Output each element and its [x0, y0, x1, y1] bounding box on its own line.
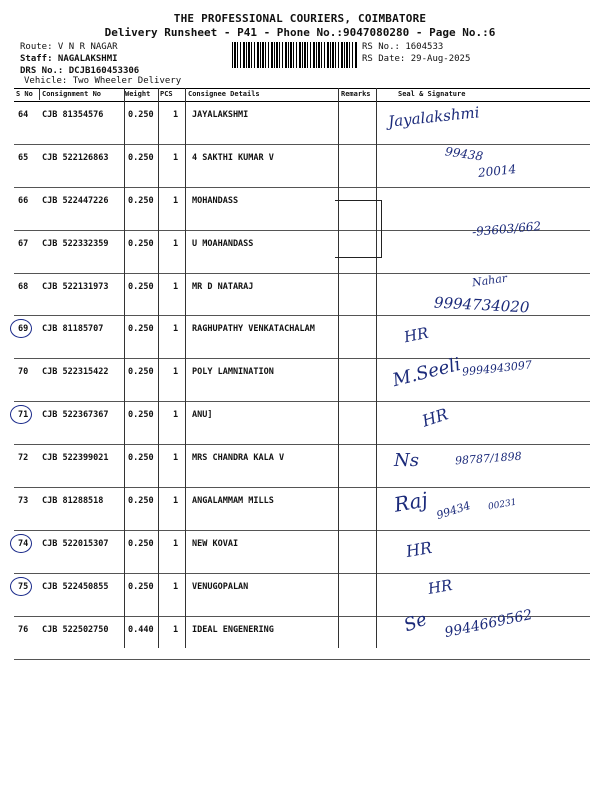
pen-circle-mark: [10, 534, 32, 553]
row-sno: 74: [18, 538, 29, 549]
signature-70-b: 9994943097: [461, 358, 533, 379]
staff-label: Staff: NAGALAKSHMI: [20, 54, 118, 64]
runsheet-subtitle: Delivery Runsheet - P41 - Phone No.:9047080280 - Page No.:6: [104, 26, 496, 39]
pen-circle-mark: [10, 577, 32, 596]
row-consignee: JAYALAKSHMI: [192, 110, 249, 120]
signature-73-a: Raj: [392, 487, 430, 517]
row-consignee: IDEAL ENGENERING: [192, 624, 274, 635]
row-pcs: 1: [173, 324, 179, 335]
row-weight: 0.250: [128, 281, 154, 292]
row-consignment: CJB 522502750: [42, 624, 109, 635]
row-consignment: CJB 522332359: [42, 238, 109, 249]
table-row: [14, 402, 590, 445]
table-row: [14, 102, 590, 145]
row-pcs: 1: [173, 453, 179, 464]
row-consignment: CJB 522131973: [42, 281, 109, 292]
table-row: [14, 231, 590, 274]
signature-68-a: Nahar: [471, 271, 508, 290]
row-sno: 67: [18, 238, 29, 249]
row-consignee: ANU]: [192, 410, 213, 421]
row-weight: 0.250: [128, 410, 154, 421]
divider-4: [185, 88, 186, 648]
row-weight: 0.250: [128, 238, 154, 249]
row-pcs: 1: [173, 496, 179, 507]
row-weight: 0.250: [128, 581, 154, 592]
signature-67: -93603/662: [471, 219, 542, 239]
divider-1: [39, 88, 40, 100]
row-sno: 68: [18, 281, 29, 292]
row-weight: 0.440: [128, 624, 154, 635]
row-pcs: 1: [173, 410, 179, 421]
row-consignee: MR D NATARAJ: [192, 281, 254, 292]
divider-5: [338, 88, 339, 648]
row-sno: 66: [18, 195, 29, 206]
signature-76-b: 9944669562: [443, 606, 534, 642]
row-consignment: CJB 522447226: [42, 195, 109, 206]
company-title: THE PROFESSIONAL COURIERS, COIMBATORE: [173, 12, 427, 25]
signature-74: HR: [404, 537, 434, 562]
table-header: [14, 88, 590, 102]
row-sno: 69: [18, 324, 29, 335]
row-weight: 0.250: [128, 538, 154, 549]
row-sno: 72: [18, 453, 29, 464]
row-consignee: VENUGOPALAN: [192, 581, 249, 592]
pen-circle-mark: [10, 319, 32, 338]
row-weight: 0.250: [128, 195, 154, 206]
row-pcs: 1: [173, 238, 179, 249]
col-weight: Weight: [125, 90, 151, 98]
row-pcs: 1: [173, 195, 179, 206]
row-consignee: POLY LAMNINATION: [192, 367, 274, 378]
signature-66-box: [335, 200, 382, 258]
pen-circle-mark: [10, 405, 32, 424]
signature-65-b: 20014: [477, 162, 517, 180]
col-pcs: PCS: [160, 90, 173, 98]
signature-76-a: HR: [426, 576, 454, 598]
signature-76-mark: Se: [401, 608, 430, 637]
row-weight: 0.250: [128, 152, 154, 163]
drs-label: DRS No.: DCJB160453306: [20, 66, 140, 76]
row-weight: 0.250: [128, 453, 154, 464]
table-body: [14, 102, 590, 660]
row-consignee: MRS CHANDRA KALA V: [192, 453, 285, 464]
col-consignment: Consignment No: [42, 90, 102, 98]
row-weight: 0.250: [128, 367, 154, 378]
row-consignee: ANGALAMMAM MILLS: [192, 496, 274, 507]
row-weight: 0.250: [128, 110, 154, 120]
row-consignment: CJB 522399021: [42, 453, 109, 464]
table-row: [14, 574, 590, 617]
row-consignment: CJB 522126863: [42, 152, 109, 163]
row-consignment: CJB 81288518: [42, 496, 104, 507]
signature-73-b: 99434: [434, 498, 473, 523]
rs-date-label: RS Date: 29-Aug-2025: [362, 54, 471, 64]
signature-71: HR: [419, 404, 451, 431]
row-pcs: 1: [173, 110, 179, 120]
row-pcs: 1: [173, 581, 179, 592]
row-pcs: 1: [173, 281, 179, 292]
row-pcs: 1: [173, 152, 179, 163]
row-consignment: CJB 522015307: [42, 538, 109, 549]
barcode: [232, 42, 357, 68]
col-consignee: Consignee Details: [188, 90, 260, 98]
signature-73-c: 00231: [487, 497, 518, 513]
row-consignee: U MOAHANDASS: [192, 238, 254, 249]
signature-64: Jayalakshmi: [387, 103, 481, 131]
divider-6: [376, 88, 377, 648]
col-seal: Seal & Signature: [398, 90, 466, 98]
row-consignee: NEW KOVAI: [192, 538, 239, 549]
signature-69: HR: [402, 323, 430, 347]
row-pcs: 1: [173, 367, 179, 378]
row-consignment: CJB 522367367: [42, 410, 109, 421]
row-pcs: 1: [173, 538, 179, 549]
route-label: Route: V N R NAGAR: [20, 42, 118, 52]
row-consignment: CJB 522450855: [42, 581, 109, 592]
col-sno: S No: [16, 90, 33, 98]
signature-68-b: 9994734020: [433, 293, 530, 317]
divider-3: [158, 88, 159, 648]
row-consignment: CJB 522315422: [42, 367, 109, 378]
row-sno: 64: [18, 110, 29, 120]
row-consignee: 4 SAKTHI KUMAR V: [192, 152, 274, 163]
row-consignee: MOHANDASS: [192, 195, 239, 206]
row-consignment: CJB 81185707: [42, 324, 104, 335]
col-remarks: Remarks: [341, 90, 371, 98]
signature-65-a: 99438: [444, 144, 484, 164]
row-sno: 65: [18, 152, 29, 163]
signature-72: 98787/1898: [454, 449, 523, 468]
row-sno: 70: [18, 367, 29, 378]
row-sno: 71: [18, 410, 29, 421]
row-sno: 75: [18, 581, 29, 592]
row-weight: 0.250: [128, 324, 154, 335]
divider-2: [124, 88, 125, 648]
signature-72-initial: Ns: [394, 450, 419, 471]
row-sno: 73: [18, 496, 29, 507]
table-row: [14, 316, 590, 359]
rs-no-label: RS No.: 1604533: [362, 42, 444, 52]
row-consignment: CJB 81354576: [42, 110, 104, 120]
row-weight: 0.250: [128, 496, 154, 507]
row-sno: 76: [18, 624, 29, 635]
vehicle-label: Vehicle: Two Wheeler Delivery: [24, 76, 182, 86]
row-pcs: 1: [173, 624, 179, 635]
row-consignee: RAGHUPATHY VENKATACHALAM: [192, 324, 315, 335]
signature-70-a: M.Seeli: [390, 353, 463, 392]
table-row: [14, 531, 590, 574]
